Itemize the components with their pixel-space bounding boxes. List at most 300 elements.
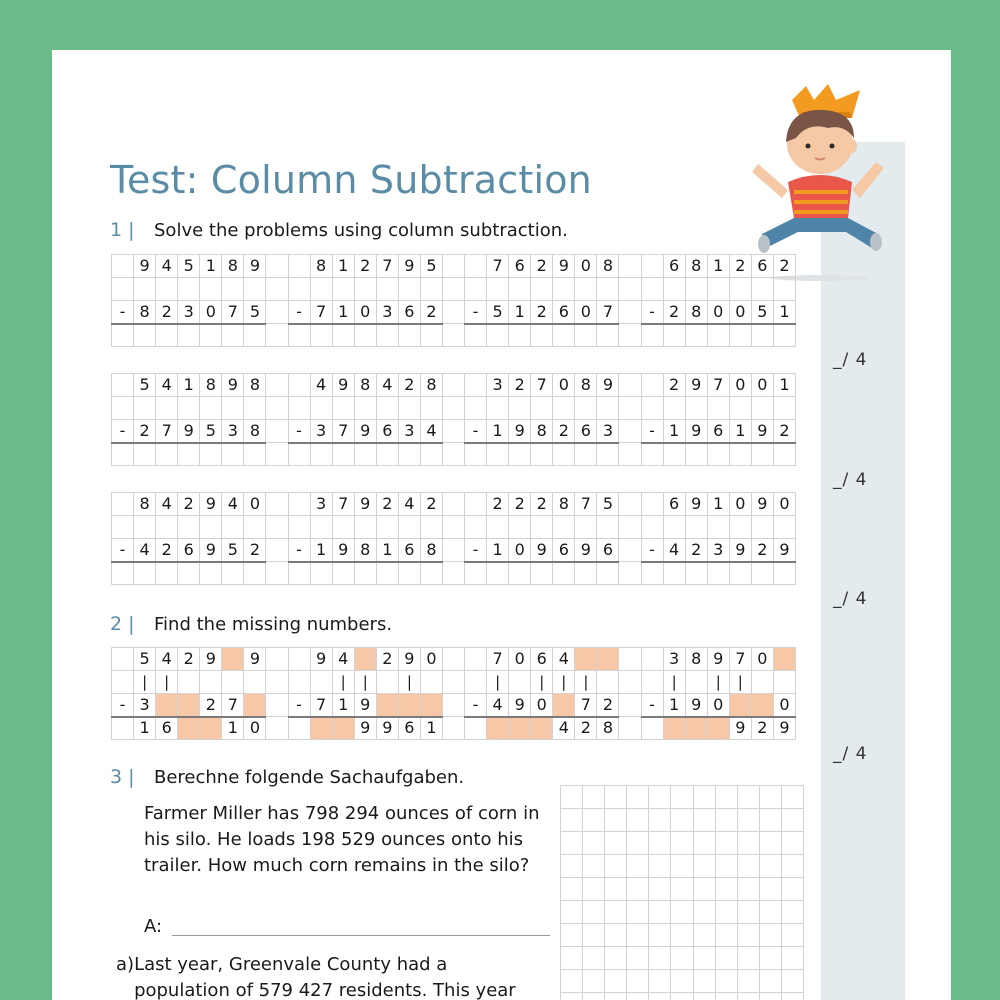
- grid-cell[interactable]: [112, 443, 134, 466]
- grid-cell[interactable]: [619, 493, 641, 516]
- grid-cell[interactable]: [442, 443, 464, 466]
- grid-cell[interactable]: [310, 278, 332, 301]
- grid-cell[interactable]: [288, 516, 310, 539]
- scratch-cell[interactable]: [737, 947, 759, 970]
- answer-line[interactable]: [172, 935, 550, 936]
- scratch-cell[interactable]: [671, 878, 693, 901]
- scratch-cell[interactable]: [605, 947, 627, 970]
- grid-cell[interactable]: [288, 278, 310, 301]
- scratch-cell[interactable]: [561, 993, 583, 1000]
- grid-cell[interactable]: [442, 255, 464, 278]
- grid-cell[interactable]: [420, 516, 442, 539]
- missing-digit-input[interactable]: [420, 694, 442, 717]
- scratch-cell[interactable]: [715, 786, 737, 809]
- grid-cell[interactable]: [531, 562, 553, 585]
- grid-cell[interactable]: [222, 443, 244, 466]
- scratch-cell[interactable]: [693, 993, 715, 1000]
- grid-cell[interactable]: [575, 397, 597, 420]
- grid-cell[interactable]: [487, 397, 509, 420]
- grid-cell[interactable]: [619, 516, 641, 539]
- scratch-cell[interactable]: [781, 947, 803, 970]
- missing-digit-input[interactable]: [178, 717, 200, 740]
- missing-digit-input[interactable]: [773, 648, 795, 671]
- missing-digit-input[interactable]: [376, 694, 398, 717]
- scratch-cell[interactable]: [759, 855, 781, 878]
- grid-cell[interactable]: [773, 278, 795, 301]
- scratch-cell[interactable]: [737, 901, 759, 924]
- missing-digit-input[interactable]: [310, 717, 332, 740]
- grid-cell[interactable]: [332, 562, 354, 585]
- scratch-cell[interactable]: [781, 993, 803, 1000]
- grid-cell[interactable]: [751, 397, 773, 420]
- scratch-cell[interactable]: [737, 786, 759, 809]
- scratch-cell[interactable]: [671, 855, 693, 878]
- grid-cell[interactable]: [641, 255, 663, 278]
- grid-cell[interactable]: [773, 516, 795, 539]
- missing-digit-input[interactable]: [222, 648, 244, 671]
- grid-cell[interactable]: [112, 278, 134, 301]
- grid-cell[interactable]: [222, 562, 244, 585]
- grid-cell[interactable]: [663, 324, 685, 347]
- grid-cell[interactable]: [597, 397, 619, 420]
- scratch-cell[interactable]: [671, 924, 693, 947]
- grid-cell[interactable]: [288, 493, 310, 516]
- scratch-grid[interactable]: [560, 785, 804, 1000]
- grid-cell[interactable]: [420, 324, 442, 347]
- grid-cell[interactable]: [751, 278, 773, 301]
- scratch-cell[interactable]: [583, 832, 605, 855]
- grid-cell[interactable]: [376, 397, 398, 420]
- grid-cell[interactable]: [442, 539, 464, 562]
- grid-cell[interactable]: [641, 493, 663, 516]
- grid-cell[interactable]: [310, 562, 332, 585]
- score-field-4[interactable]: _/ 4: [833, 744, 868, 764]
- scratch-cell[interactable]: [759, 993, 781, 1000]
- grid-cell[interactable]: [729, 562, 751, 585]
- grid-cell[interactable]: [685, 443, 707, 466]
- grid-cell[interactable]: [200, 562, 222, 585]
- grid-cell[interactable]: [663, 443, 685, 466]
- grid-cell[interactable]: [288, 324, 310, 347]
- missing-digit-input[interactable]: [751, 694, 773, 717]
- grid-cell[interactable]: [288, 374, 310, 397]
- grid-cell[interactable]: [597, 562, 619, 585]
- grid-cell[interactable]: [222, 397, 244, 420]
- scratch-cell[interactable]: [671, 786, 693, 809]
- grid-cell[interactable]: [354, 324, 376, 347]
- scratch-cell[interactable]: [627, 809, 649, 832]
- grid-cell[interactable]: [575, 516, 597, 539]
- scratch-cell[interactable]: [649, 855, 671, 878]
- grid-cell[interactable]: [266, 301, 288, 324]
- scratch-cell[interactable]: [759, 970, 781, 993]
- scratch-cell[interactable]: [693, 924, 715, 947]
- scratch-cell[interactable]: [781, 901, 803, 924]
- scratch-cell[interactable]: [561, 786, 583, 809]
- grid-cell[interactable]: [178, 324, 200, 347]
- scratch-cell[interactable]: [583, 970, 605, 993]
- scratch-cell[interactable]: [627, 786, 649, 809]
- grid-cell[interactable]: [597, 278, 619, 301]
- grid-cell[interactable]: [751, 324, 773, 347]
- scratch-cell[interactable]: [715, 901, 737, 924]
- grid-cell[interactable]: [663, 562, 685, 585]
- grid-cell[interactable]: [222, 324, 244, 347]
- grid-cell[interactable]: [619, 539, 641, 562]
- missing-digit-input[interactable]: [729, 694, 751, 717]
- grid-cell[interactable]: [531, 324, 553, 347]
- grid-cell[interactable]: [553, 516, 575, 539]
- scratch-cell[interactable]: [671, 993, 693, 1000]
- scratch-cell[interactable]: [583, 947, 605, 970]
- scratch-cell[interactable]: [737, 970, 759, 993]
- grid-cell[interactable]: [575, 324, 597, 347]
- score-field-2[interactable]: _/ 4: [833, 470, 868, 490]
- grid-cell[interactable]: [685, 278, 707, 301]
- grid-cell[interactable]: [751, 443, 773, 466]
- grid-cell[interactable]: [487, 562, 509, 585]
- grid-cell[interactable]: [244, 324, 266, 347]
- scratch-cell[interactable]: [671, 832, 693, 855]
- scratch-cell[interactable]: [627, 924, 649, 947]
- grid-cell[interactable]: [509, 324, 531, 347]
- grid-cell[interactable]: [376, 562, 398, 585]
- grid-cell[interactable]: [112, 516, 134, 539]
- scratch-cell[interactable]: [605, 809, 627, 832]
- scratch-cell[interactable]: [759, 809, 781, 832]
- grid-cell[interactable]: [376, 278, 398, 301]
- grid-cell[interactable]: [244, 562, 266, 585]
- grid-cell[interactable]: [619, 562, 641, 585]
- scratch-cell[interactable]: [737, 924, 759, 947]
- grid-cell[interactable]: [266, 516, 288, 539]
- grid-cell[interactable]: [398, 562, 420, 585]
- grid-cell[interactable]: [707, 324, 729, 347]
- scratch-cell[interactable]: [671, 809, 693, 832]
- grid-cell[interactable]: [134, 516, 156, 539]
- scratch-cell[interactable]: [605, 832, 627, 855]
- grid-cell[interactable]: [200, 324, 222, 347]
- grid-cell[interactable]: [553, 443, 575, 466]
- scratch-cell[interactable]: [583, 993, 605, 1000]
- scratch-cell[interactable]: [561, 901, 583, 924]
- grid-cell[interactable]: [310, 397, 332, 420]
- scratch-cell[interactable]: [561, 832, 583, 855]
- scratch-cell[interactable]: [671, 947, 693, 970]
- grid-cell[interactable]: [420, 443, 442, 466]
- grid-cell[interactable]: [332, 278, 354, 301]
- scratch-cell[interactable]: [561, 809, 583, 832]
- grid-cell[interactable]: [134, 443, 156, 466]
- missing-digit-input[interactable]: [553, 694, 575, 717]
- grid-cell[interactable]: [178, 443, 200, 466]
- scratch-cell[interactable]: [627, 993, 649, 1000]
- scratch-cell[interactable]: [649, 901, 671, 924]
- grid-cell[interactable]: [729, 278, 751, 301]
- grid-cell[interactable]: [442, 374, 464, 397]
- scratch-cell[interactable]: [649, 878, 671, 901]
- scratch-cell[interactable]: [561, 855, 583, 878]
- grid-cell[interactable]: [156, 562, 178, 585]
- missing-digit-input[interactable]: [398, 694, 420, 717]
- grid-cell[interactable]: [685, 562, 707, 585]
- grid-cell[interactable]: [398, 516, 420, 539]
- grid-cell[interactable]: [398, 324, 420, 347]
- grid-cell[interactable]: [619, 397, 641, 420]
- grid-cell[interactable]: [553, 278, 575, 301]
- grid-cell[interactable]: [773, 443, 795, 466]
- scratch-cell[interactable]: [693, 878, 715, 901]
- grid-cell[interactable]: [442, 493, 464, 516]
- scratch-cell[interactable]: [737, 809, 759, 832]
- grid-cell[interactable]: [509, 278, 531, 301]
- scratch-cell[interactable]: [605, 901, 627, 924]
- grid-cell[interactable]: [178, 278, 200, 301]
- grid-cell[interactable]: [354, 562, 376, 585]
- scratch-cell[interactable]: [693, 855, 715, 878]
- scratch-cell[interactable]: [715, 947, 737, 970]
- grid-cell[interactable]: [597, 324, 619, 347]
- scratch-cell[interactable]: [583, 878, 605, 901]
- scratch-cell[interactable]: [627, 878, 649, 901]
- grid-cell[interactable]: [465, 397, 487, 420]
- scratch-cell[interactable]: [715, 924, 737, 947]
- grid-cell[interactable]: [178, 516, 200, 539]
- grid-cell[interactable]: [707, 562, 729, 585]
- grid-cell[interactable]: [112, 255, 134, 278]
- grid-cell[interactable]: [707, 443, 729, 466]
- missing-digit-input[interactable]: [707, 717, 729, 740]
- grid-cell[interactable]: [597, 443, 619, 466]
- grid-cell[interactable]: [707, 278, 729, 301]
- grid-cell[interactable]: [487, 516, 509, 539]
- grid-cell[interactable]: [641, 443, 663, 466]
- scratch-cell[interactable]: [649, 970, 671, 993]
- scratch-cell[interactable]: [781, 970, 803, 993]
- grid-cell[interactable]: [619, 255, 641, 278]
- scratch-cell[interactable]: [605, 924, 627, 947]
- missing-digit-input[interactable]: [531, 717, 553, 740]
- grid-cell[interactable]: [200, 278, 222, 301]
- scratch-cell[interactable]: [627, 832, 649, 855]
- scratch-cell[interactable]: [605, 855, 627, 878]
- grid-cell[interactable]: [134, 397, 156, 420]
- grid-cell[interactable]: [156, 324, 178, 347]
- scratch-cell[interactable]: [693, 947, 715, 970]
- grid-cell[interactable]: [509, 397, 531, 420]
- grid-cell[interactable]: [465, 324, 487, 347]
- grid-cell[interactable]: [156, 516, 178, 539]
- grid-cell[interactable]: [134, 278, 156, 301]
- grid-cell[interactable]: [266, 562, 288, 585]
- grid-cell[interactable]: [729, 324, 751, 347]
- grid-cell[interactable]: [487, 324, 509, 347]
- grid-cell[interactable]: [266, 443, 288, 466]
- grid-cell[interactable]: [442, 324, 464, 347]
- grid-cell[interactable]: [663, 397, 685, 420]
- grid-cell[interactable]: [707, 516, 729, 539]
- scratch-cell[interactable]: [649, 832, 671, 855]
- grid-cell[interactable]: [641, 324, 663, 347]
- grid-cell[interactable]: [398, 278, 420, 301]
- grid-cell[interactable]: [465, 255, 487, 278]
- grid-cell[interactable]: [773, 562, 795, 585]
- grid-cell[interactable]: [773, 397, 795, 420]
- grid-cell[interactable]: [156, 278, 178, 301]
- scratch-cell[interactable]: [781, 832, 803, 855]
- grid-cell[interactable]: [575, 562, 597, 585]
- grid-cell[interactable]: [465, 278, 487, 301]
- scratch-cell[interactable]: [649, 786, 671, 809]
- grid-cell[interactable]: [310, 324, 332, 347]
- grid-cell[interactable]: [354, 278, 376, 301]
- grid-cell[interactable]: [465, 443, 487, 466]
- grid-cell[interactable]: [288, 562, 310, 585]
- grid-cell[interactable]: [178, 562, 200, 585]
- missing-digit-input[interactable]: [200, 717, 222, 740]
- grid-cell[interactable]: [531, 443, 553, 466]
- grid-cell[interactable]: [354, 516, 376, 539]
- scratch-cell[interactable]: [715, 993, 737, 1000]
- scratch-cell[interactable]: [759, 878, 781, 901]
- scratch-cell[interactable]: [561, 878, 583, 901]
- scratch-cell[interactable]: [649, 809, 671, 832]
- scratch-cell[interactable]: [693, 832, 715, 855]
- score-field-3[interactable]: _/ 4: [833, 589, 868, 609]
- grid-cell[interactable]: [266, 420, 288, 443]
- grid-cell[interactable]: [729, 443, 751, 466]
- scratch-cell[interactable]: [583, 901, 605, 924]
- grid-cell[interactable]: [420, 562, 442, 585]
- grid-cell[interactable]: [178, 397, 200, 420]
- grid-cell[interactable]: [465, 493, 487, 516]
- grid-cell[interactable]: [266, 374, 288, 397]
- grid-cell[interactable]: [332, 443, 354, 466]
- scratch-cell[interactable]: [605, 993, 627, 1000]
- scratch-cell[interactable]: [715, 832, 737, 855]
- scratch-cell[interactable]: [627, 901, 649, 924]
- scratch-cell[interactable]: [693, 786, 715, 809]
- grid-cell[interactable]: [244, 443, 266, 466]
- grid-cell[interactable]: [663, 516, 685, 539]
- grid-cell[interactable]: [729, 516, 751, 539]
- scratch-cell[interactable]: [737, 878, 759, 901]
- grid-cell[interactable]: [442, 301, 464, 324]
- grid-cell[interactable]: [266, 324, 288, 347]
- scratch-cell[interactable]: [715, 809, 737, 832]
- grid-cell[interactable]: [310, 443, 332, 466]
- grid-cell[interactable]: [112, 562, 134, 585]
- scratch-cell[interactable]: [693, 901, 715, 924]
- grid-cell[interactable]: [288, 443, 310, 466]
- score-field-1[interactable]: _/ 4: [833, 350, 868, 370]
- scratch-cell[interactable]: [781, 809, 803, 832]
- grid-cell[interactable]: [619, 278, 641, 301]
- grid-cell[interactable]: [509, 516, 531, 539]
- grid-cell[interactable]: [244, 516, 266, 539]
- grid-cell[interactable]: [487, 278, 509, 301]
- missing-digit-input[interactable]: [509, 717, 531, 740]
- missing-digit-input[interactable]: [663, 717, 685, 740]
- grid-cell[interactable]: [773, 324, 795, 347]
- scratch-cell[interactable]: [781, 878, 803, 901]
- grid-cell[interactable]: [641, 278, 663, 301]
- missing-digit-input[interactable]: [244, 694, 266, 717]
- grid-cell[interactable]: [112, 324, 134, 347]
- grid-cell[interactable]: [619, 443, 641, 466]
- grid-cell[interactable]: [376, 516, 398, 539]
- grid-cell[interactable]: [354, 443, 376, 466]
- grid-cell[interactable]: [200, 516, 222, 539]
- scratch-cell[interactable]: [759, 832, 781, 855]
- grid-cell[interactable]: [641, 562, 663, 585]
- scratch-cell[interactable]: [781, 924, 803, 947]
- missing-digit-input[interactable]: [332, 717, 354, 740]
- grid-cell[interactable]: [156, 397, 178, 420]
- grid-cell[interactable]: [134, 324, 156, 347]
- grid-cell[interactable]: [729, 397, 751, 420]
- grid-cell[interactable]: [619, 374, 641, 397]
- grid-cell[interactable]: [112, 493, 134, 516]
- grid-cell[interactable]: [376, 324, 398, 347]
- scratch-cell[interactable]: [759, 786, 781, 809]
- grid-cell[interactable]: [442, 397, 464, 420]
- grid-cell[interactable]: [288, 255, 310, 278]
- scratch-cell[interactable]: [715, 855, 737, 878]
- grid-cell[interactable]: [354, 397, 376, 420]
- grid-cell[interactable]: [619, 301, 641, 324]
- grid-cell[interactable]: [112, 397, 134, 420]
- scratch-cell[interactable]: [649, 947, 671, 970]
- scratch-cell[interactable]: [605, 970, 627, 993]
- scratch-cell[interactable]: [737, 855, 759, 878]
- grid-cell[interactable]: [685, 324, 707, 347]
- scratch-cell[interactable]: [649, 924, 671, 947]
- grid-cell[interactable]: [663, 278, 685, 301]
- grid-cell[interactable]: [442, 516, 464, 539]
- grid-cell[interactable]: [266, 255, 288, 278]
- grid-cell[interactable]: [266, 278, 288, 301]
- grid-cell[interactable]: [288, 397, 310, 420]
- grid-cell[interactable]: [685, 516, 707, 539]
- grid-cell[interactable]: [332, 324, 354, 347]
- grid-cell[interactable]: [685, 397, 707, 420]
- scratch-cell[interactable]: [627, 970, 649, 993]
- missing-digit-input[interactable]: [685, 717, 707, 740]
- grid-cell[interactable]: [376, 443, 398, 466]
- grid-cell[interactable]: [751, 562, 773, 585]
- grid-cell[interactable]: [332, 516, 354, 539]
- grid-cell[interactable]: [398, 397, 420, 420]
- grid-cell[interactable]: [398, 443, 420, 466]
- grid-cell[interactable]: [156, 443, 178, 466]
- grid-cell[interactable]: [266, 493, 288, 516]
- scratch-cell[interactable]: [693, 809, 715, 832]
- grid-cell[interactable]: [222, 278, 244, 301]
- scratch-cell[interactable]: [561, 970, 583, 993]
- scratch-cell[interactable]: [759, 901, 781, 924]
- scratch-cell[interactable]: [737, 993, 759, 1000]
- grid-cell[interactable]: [420, 278, 442, 301]
- grid-cell[interactable]: [134, 562, 156, 585]
- grid-cell[interactable]: [575, 278, 597, 301]
- scratch-cell[interactable]: [583, 809, 605, 832]
- scratch-cell[interactable]: [693, 970, 715, 993]
- grid-cell[interactable]: [420, 397, 442, 420]
- grid-cell[interactable]: [531, 516, 553, 539]
- missing-digit-input[interactable]: [487, 717, 509, 740]
- scratch-cell[interactable]: [583, 786, 605, 809]
